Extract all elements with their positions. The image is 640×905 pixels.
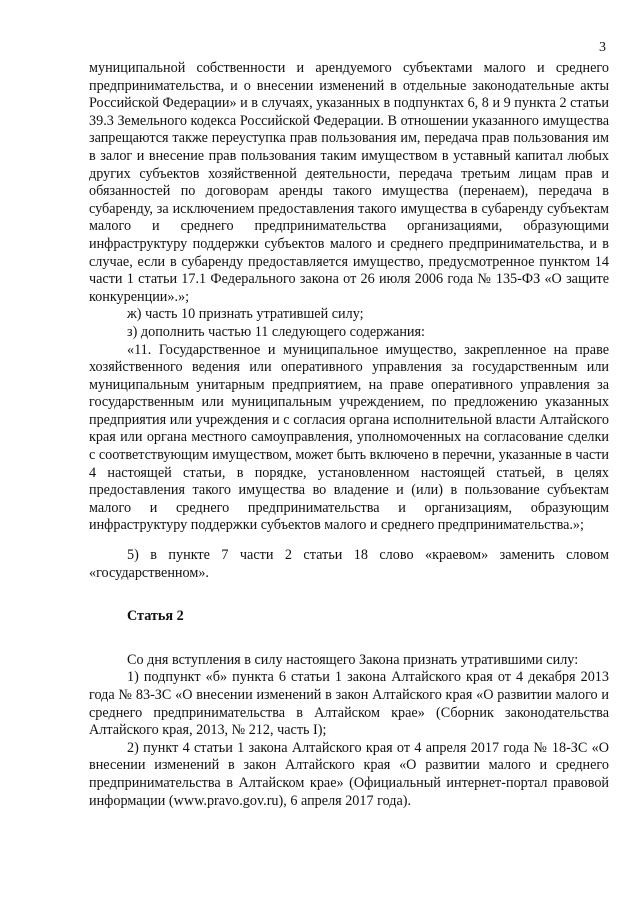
spacer <box>89 626 609 652</box>
paragraph-part-11: «11. Государственное и муниципальное имущество, закрепленное на праве хозяйственного ведения или оперативного управления за государственным или муниципальным унитарным предприятием, на праве оперативного управления за государственным или муниципальным учреждением, по предложению указанных предприятия или учреждения и с согласия органа исполнительной власти Алтайского края или органа местного самоуправления, уполномоченных на согласование сделки с соответствующим имуществом, может быть включено в перечни, указанные в части 4 настоящей статьи, в порядке, установленном настоящей статьей, в целях предоставления такого имущества во владение и (или) в пользование субъектам малого и среднего предпринимательства и организациям, образующим инфраструктуру поддержки субъектов малого и среднего предпринимательства.»; <box>89 341 609 534</box>
paragraph-item-5: 5) в пункте 7 части 2 статьи 18 слово «краевом» заменить словом «государственном». <box>89 547 609 581</box>
document-body <box>89 60 609 810</box>
paragraph-repeal-1: 1) подпункт «б» пункта 6 статьи 1 закона Алтайского края от 4 декабря 2013 года № 83-ЗС «О внесении изменений в закон Алтайского края «О развитии малого и среднего предпринимательства в Алтайском крае» (Сборник законодательства Алтайского края, 2013, № 212, часть I); <box>89 669 609 739</box>
spacer <box>89 582 609 608</box>
paragraph-repeal-intro: Со дня вступления в силу настоящего Закона признать утратившими силу: <box>127 651 579 668</box>
paragraph-item-z: з) дополнить частью 11 следующего содержания: <box>127 323 425 340</box>
article-heading: Статья 2 <box>127 608 184 625</box>
paragraph-continued: муниципальной собственности и арендуемого субъектами малого и среднего предпринимательства, и о внесении изменений в отдельные законодательные акты Российской Федерации» и в случаях, указанных в подпунктах 6, 8 и 9 пункта 2 статьи 39.3 Земельного кодекса Российской Федерации. В отношении указанного имущества запрещаются также переуступка прав пользования им, передача прав пользования им в залог и внесение прав пользования таким имуществом в уставный капитал любых других субъектов хозяйственной деятельности, передача третьим лицам прав и обязанностей по договорам аренды такого имущества (перенаем), передача в субаренду, за исключением предоставления такого имущества в субаренду субъектам малого и среднего предпринимательства организациями, образующими инфраструктуру поддержки субъектов малого и среднего предпринимательства, и в случае, если в субаренду предоставляется имущество, предусмотренное пунктом 14 части 1 статьи 17.1 Федерального закона от 26 июля 2006 года № 135-ФЗ «О защите конкуренции».»; <box>89 60 609 305</box>
paragraph-item-zh: ж) часть 10 признать утратившей силу; <box>127 306 364 323</box>
spacer <box>89 535 609 547</box>
page-number: 3 <box>599 40 606 55</box>
paragraph-repeal-2: 2) пункт 4 статьи 1 закона Алтайского края от 4 апреля 2017 года № 18-ЗС «О внесении изменений в закон Алтайского края «О развитии малого и среднего предпринимательства в Алтайском крае» (Официальный интернет-портал правовой информации (www.pravo.gov.ru), 6 апреля 2017 года). <box>89 739 609 809</box>
